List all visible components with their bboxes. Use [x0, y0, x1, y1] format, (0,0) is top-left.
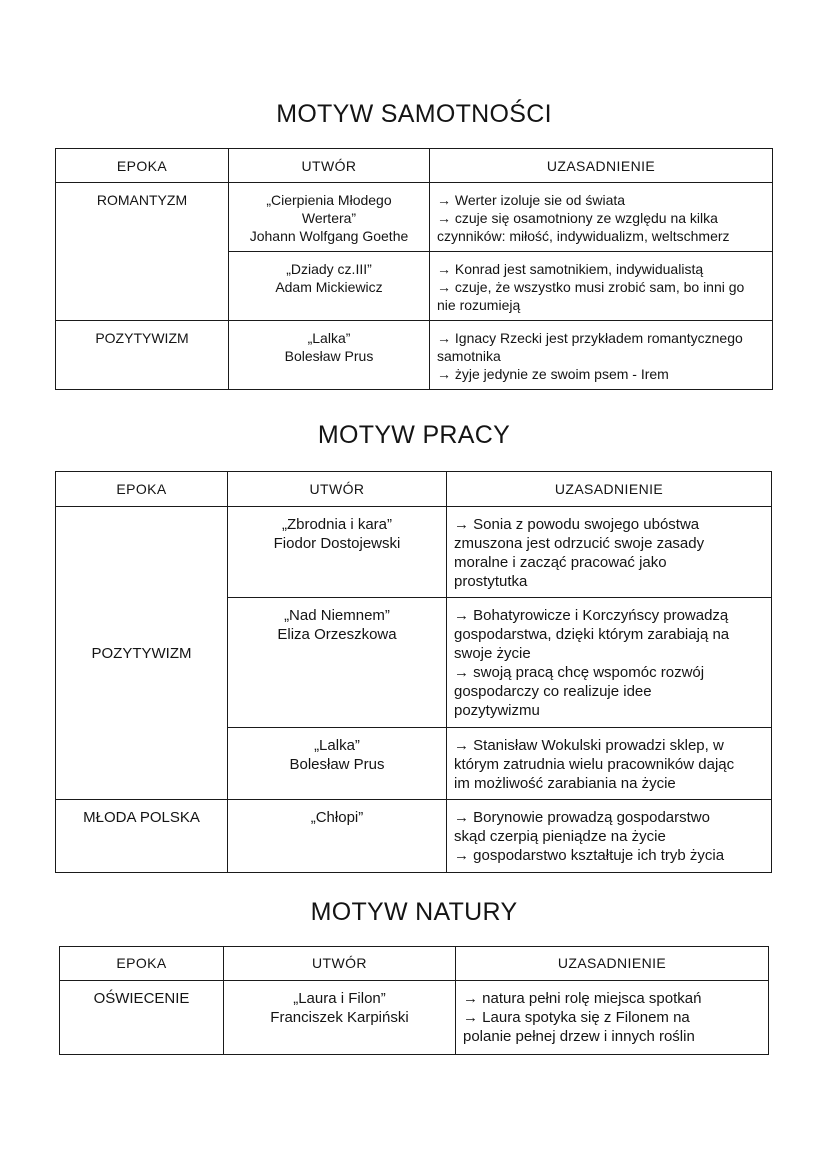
justification-cell: [456, 981, 769, 1055]
work-line: „Laura i Filon”: [293, 990, 386, 1007]
header-justification: UZASADNIENIE: [456, 947, 769, 981]
work-line: „Cierpienia Młodego: [266, 192, 392, 208]
work-line: Bolesław Prus: [284, 348, 374, 364]
work-line: Franciszek Karpiński: [270, 1009, 409, 1026]
justification-line: zmuszona jest odrzucić swoje zasady: [454, 535, 705, 552]
justification-line: → Konrad jest samotnikiem, indywidualistą: [437, 261, 704, 277]
justification-line: → Bohatyrowicze i Korczyńscy prowadzą: [454, 607, 729, 624]
justification-line: pozytywizmu: [454, 702, 540, 719]
justification-cell: [447, 800, 772, 873]
epoch-cell: POZYTYWIZM: [56, 507, 228, 800]
work-line: Adam Mickiewicz: [275, 279, 383, 295]
work-line: „Nad Niemnem”: [284, 607, 390, 624]
work-cell: [224, 981, 456, 1055]
epoch-cell: MŁODA POLSKA: [56, 800, 228, 873]
justification-cell: [430, 183, 773, 252]
work-line: „Dziady cz.III”: [286, 261, 372, 277]
work-cell: [229, 321, 430, 390]
section-title: MOTYW PRACY: [317, 421, 511, 449]
justification-line: którym zatrudnia wielu pracowników dając: [454, 756, 735, 773]
work-line: Johann Wolfgang Goethe: [249, 228, 409, 244]
table-row: [56, 321, 773, 390]
table-row: [56, 183, 773, 252]
work-cell: [228, 800, 447, 873]
work-line: Bolesław Prus: [289, 756, 385, 773]
justification-line: nie rozumieją: [437, 297, 521, 313]
justification-cell: [430, 321, 773, 390]
work-line: „Lalka”: [307, 330, 351, 346]
justification-line: → Werter izoluje sie od świata: [437, 192, 626, 208]
section-title: MOTYW NATURY: [310, 898, 518, 926]
justification-line: → Ignacy Rzecki jest przykładem romantycznego: [437, 330, 743, 346]
work-cell: [229, 183, 430, 252]
justification-line: → Sonia z powodu swojego ubóstwa: [454, 516, 700, 533]
section-title: MOTYW SAMOTNOŚCI: [276, 100, 552, 128]
work-line: Wertera”: [301, 210, 357, 226]
justification-line: → swoją pracą chcę wspomóc rozwój: [454, 664, 705, 681]
table-row: [60, 981, 769, 1055]
work-cell: [228, 507, 447, 598]
work-cell: [228, 728, 447, 800]
justification-line: → Borynowie prowadzą gospodarstwo: [454, 809, 710, 826]
header-epoch: EPOKA: [56, 472, 228, 507]
table-header-row: [56, 472, 772, 507]
epoch-cell: ROMANTYZM: [56, 183, 229, 321]
justification-line: → Stanisław Wokulski prowadzi sklep, w: [454, 737, 724, 754]
justification-line: prostytutka: [454, 573, 528, 590]
header-epoch: EPOKA: [56, 149, 229, 183]
table-header-row: [60, 947, 769, 981]
work-cell: [228, 598, 447, 728]
work-motif-table: [55, 471, 772, 873]
justification-line: czynników: miłość, indywidualizm, weltschmerz: [437, 228, 730, 244]
work-line: Eliza Orzeszkowa: [277, 626, 397, 643]
header-justification: UZASADNIENIE: [447, 472, 772, 507]
justification-cell: [430, 252, 773, 321]
work-line: Fiodor Dostojewski: [273, 535, 401, 552]
table-row: [56, 507, 772, 598]
justification-line: → gospodarstwo kształtuje ich tryb życia: [454, 847, 725, 864]
header-work: UTWÓR: [228, 472, 447, 507]
work-cell: [229, 252, 430, 321]
epoch-cell: POZYTYWIZM: [56, 321, 229, 390]
justification-line: swoje życie: [454, 645, 531, 662]
justification-line: im możliwość zarabiania na życie: [454, 775, 676, 792]
header-work: UTWÓR: [224, 947, 456, 981]
header-work: UTWÓR: [229, 149, 430, 183]
justification-line: polanie pełnej drzew i innych roślin: [463, 1028, 695, 1045]
justification-line: samotnika: [437, 348, 501, 364]
justification-line: → natura pełni rolę miejsca spotkań: [463, 990, 702, 1007]
justification-line: gospodarstwa, dzięki którym zarabiają na: [454, 626, 730, 643]
epoch-cell: OŚWIECENIE: [60, 981, 224, 1055]
work-line: „Zbrodnia i kara”: [281, 516, 393, 533]
justification-cell: [447, 728, 772, 800]
table-row: [56, 800, 772, 873]
work-line: „Chłopi”: [310, 809, 364, 826]
work-line: „Lalka”: [314, 737, 360, 754]
justification-line: → czuje, że wszystko musi zrobić sam, bo inni go: [437, 279, 745, 295]
justification-line: skąd czerpią pieniądze na życie: [454, 828, 666, 845]
justification-line: → czuje się osamotniony ze względu na kilka: [437, 210, 718, 226]
justification-line: gospodarczy co realizuje idee: [454, 683, 652, 700]
justification-line: → żyje jedynie ze swoim psem - Irem: [437, 366, 669, 382]
loneliness-table: [55, 148, 773, 390]
table-header-row: [56, 149, 773, 183]
nature-table: [59, 946, 769, 1055]
header-epoch: EPOKA: [60, 947, 224, 981]
justification-cell: [447, 507, 772, 598]
justification-line: moralne i zacząć pracować jako: [454, 554, 667, 571]
justification-line: → Laura spotyka się z Filonem na: [463, 1009, 690, 1026]
justification-cell: [447, 598, 772, 728]
header-justification: UZASADNIENIE: [430, 149, 773, 183]
